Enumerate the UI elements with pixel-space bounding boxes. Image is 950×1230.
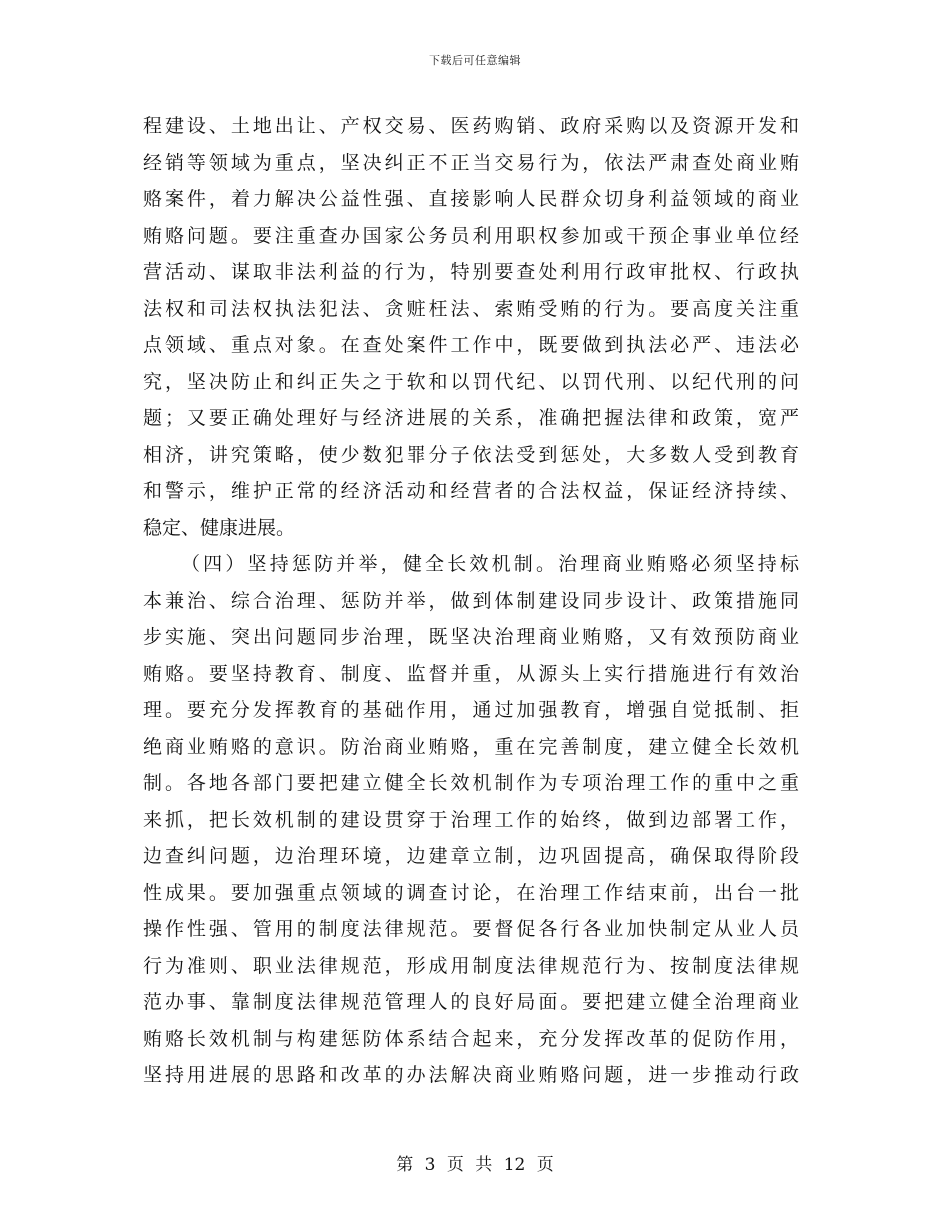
body-line: 点领域、重点对象。在查处案件工作中，既要做到执法必严、违法必 (143, 334, 799, 356)
body-line: 贿赂长效机制与构建惩防体系结合起来，充分发挥改革的促防作用， (143, 1027, 799, 1050)
body-line: 题；又要正确处理好与经济进展的关系，准确把握法律和政策，宽严 (143, 407, 799, 429)
body-text (143, 108, 799, 1094)
body-line: 来抓，把长效机制的建设贯穿于治理工作的始终，做到边部署工作， (143, 808, 799, 831)
body-line: 操作性强、管用的制度法律规范。要督促各行各业加快制定从业人员 (143, 918, 799, 940)
body-line: 步实施、突出问题同步治理，既坚决治理商业贿赂，又有效预防商业 (143, 626, 799, 648)
page-header: 下载后可任意编辑 (429, 54, 521, 67)
body-line: 法权和司法权执法犯法、贪赃枉法、索贿受贿的行为。要高度关注重 (143, 297, 799, 320)
section-heading-line: （四）坚持惩防并举，健全长效机制。治理商业贿赂必须坚持标 (181, 553, 799, 575)
body-line: 贿赂。要坚持教育、制度、监督并重，从源头上实行措施进行有效治 (143, 662, 799, 685)
body-line: 绝商业贿赂的意识。防治商业贿赂，重在完善制度，建立健全长效机 (143, 735, 799, 758)
body-line: 赂案件，着力解决公益性强、直接影响人民群众切身利益领域的商业 (143, 188, 799, 210)
body-line: 稳定、健康进展。 (143, 516, 296, 539)
body-line: 经销等领域为重点，坚决纠正不正当交易行为，依法严肃查处商业贿 (143, 151, 799, 174)
body-line: 行为准则、职业法律规范，形成用制度法律规范行为、按制度法律规 (143, 954, 799, 977)
body-line: 程建设、土地出让、产权交易、医药购销、政府采购以及资源开发和 (143, 115, 799, 137)
body-line: 营活动、谋取非法利益的行为，特别要查处利用行政审批权、行政执 (143, 261, 799, 283)
body-line: 本兼治、综合治理、惩防并举，做到体制建设同步设计、政策措施同 (143, 589, 799, 612)
body-line: 理。要充分发挥教育的基础作用，通过加强教育，增强自觉抵制、拒 (143, 699, 799, 721)
body-line: 边查纠问题，边治理环境，边建章立制，边巩固提高，确保取得阶段 (143, 845, 799, 867)
body-line: 制。各地各部门要把建立健全长效机制作为专项治理工作的重中之重 (143, 772, 799, 794)
body-line: 究，坚决防止和纠正失之于软和以罚代纪、以罚代刑、以纪代刑的问 (143, 370, 799, 393)
body-line: 相济，讲究策略，使少数犯罪分子依法受到惩处，大多数人受到教育 (143, 443, 799, 466)
body-line: 和警示，维护正常的经济活动和经营者的合法权益，保证经济持续、 (143, 480, 799, 502)
body-line: 性成果。要加强重点领域的调查讨论，在治理工作结束前，出台一批 (143, 881, 799, 904)
body-line: 贿赂问题。要注重查办国家公务员利用职权参加或干预企事业单位经 (143, 224, 799, 247)
body-line: 范办事、靠制度法律规范管理人的良好局面。要把建立健全治理商业 (143, 991, 799, 1013)
body-line: 坚持用进展的思路和改革的办法解决商业贿赂问题，进一步推动行政 (143, 1064, 799, 1086)
page-number: 第 3 页 共 12 页 (396, 1155, 554, 1175)
